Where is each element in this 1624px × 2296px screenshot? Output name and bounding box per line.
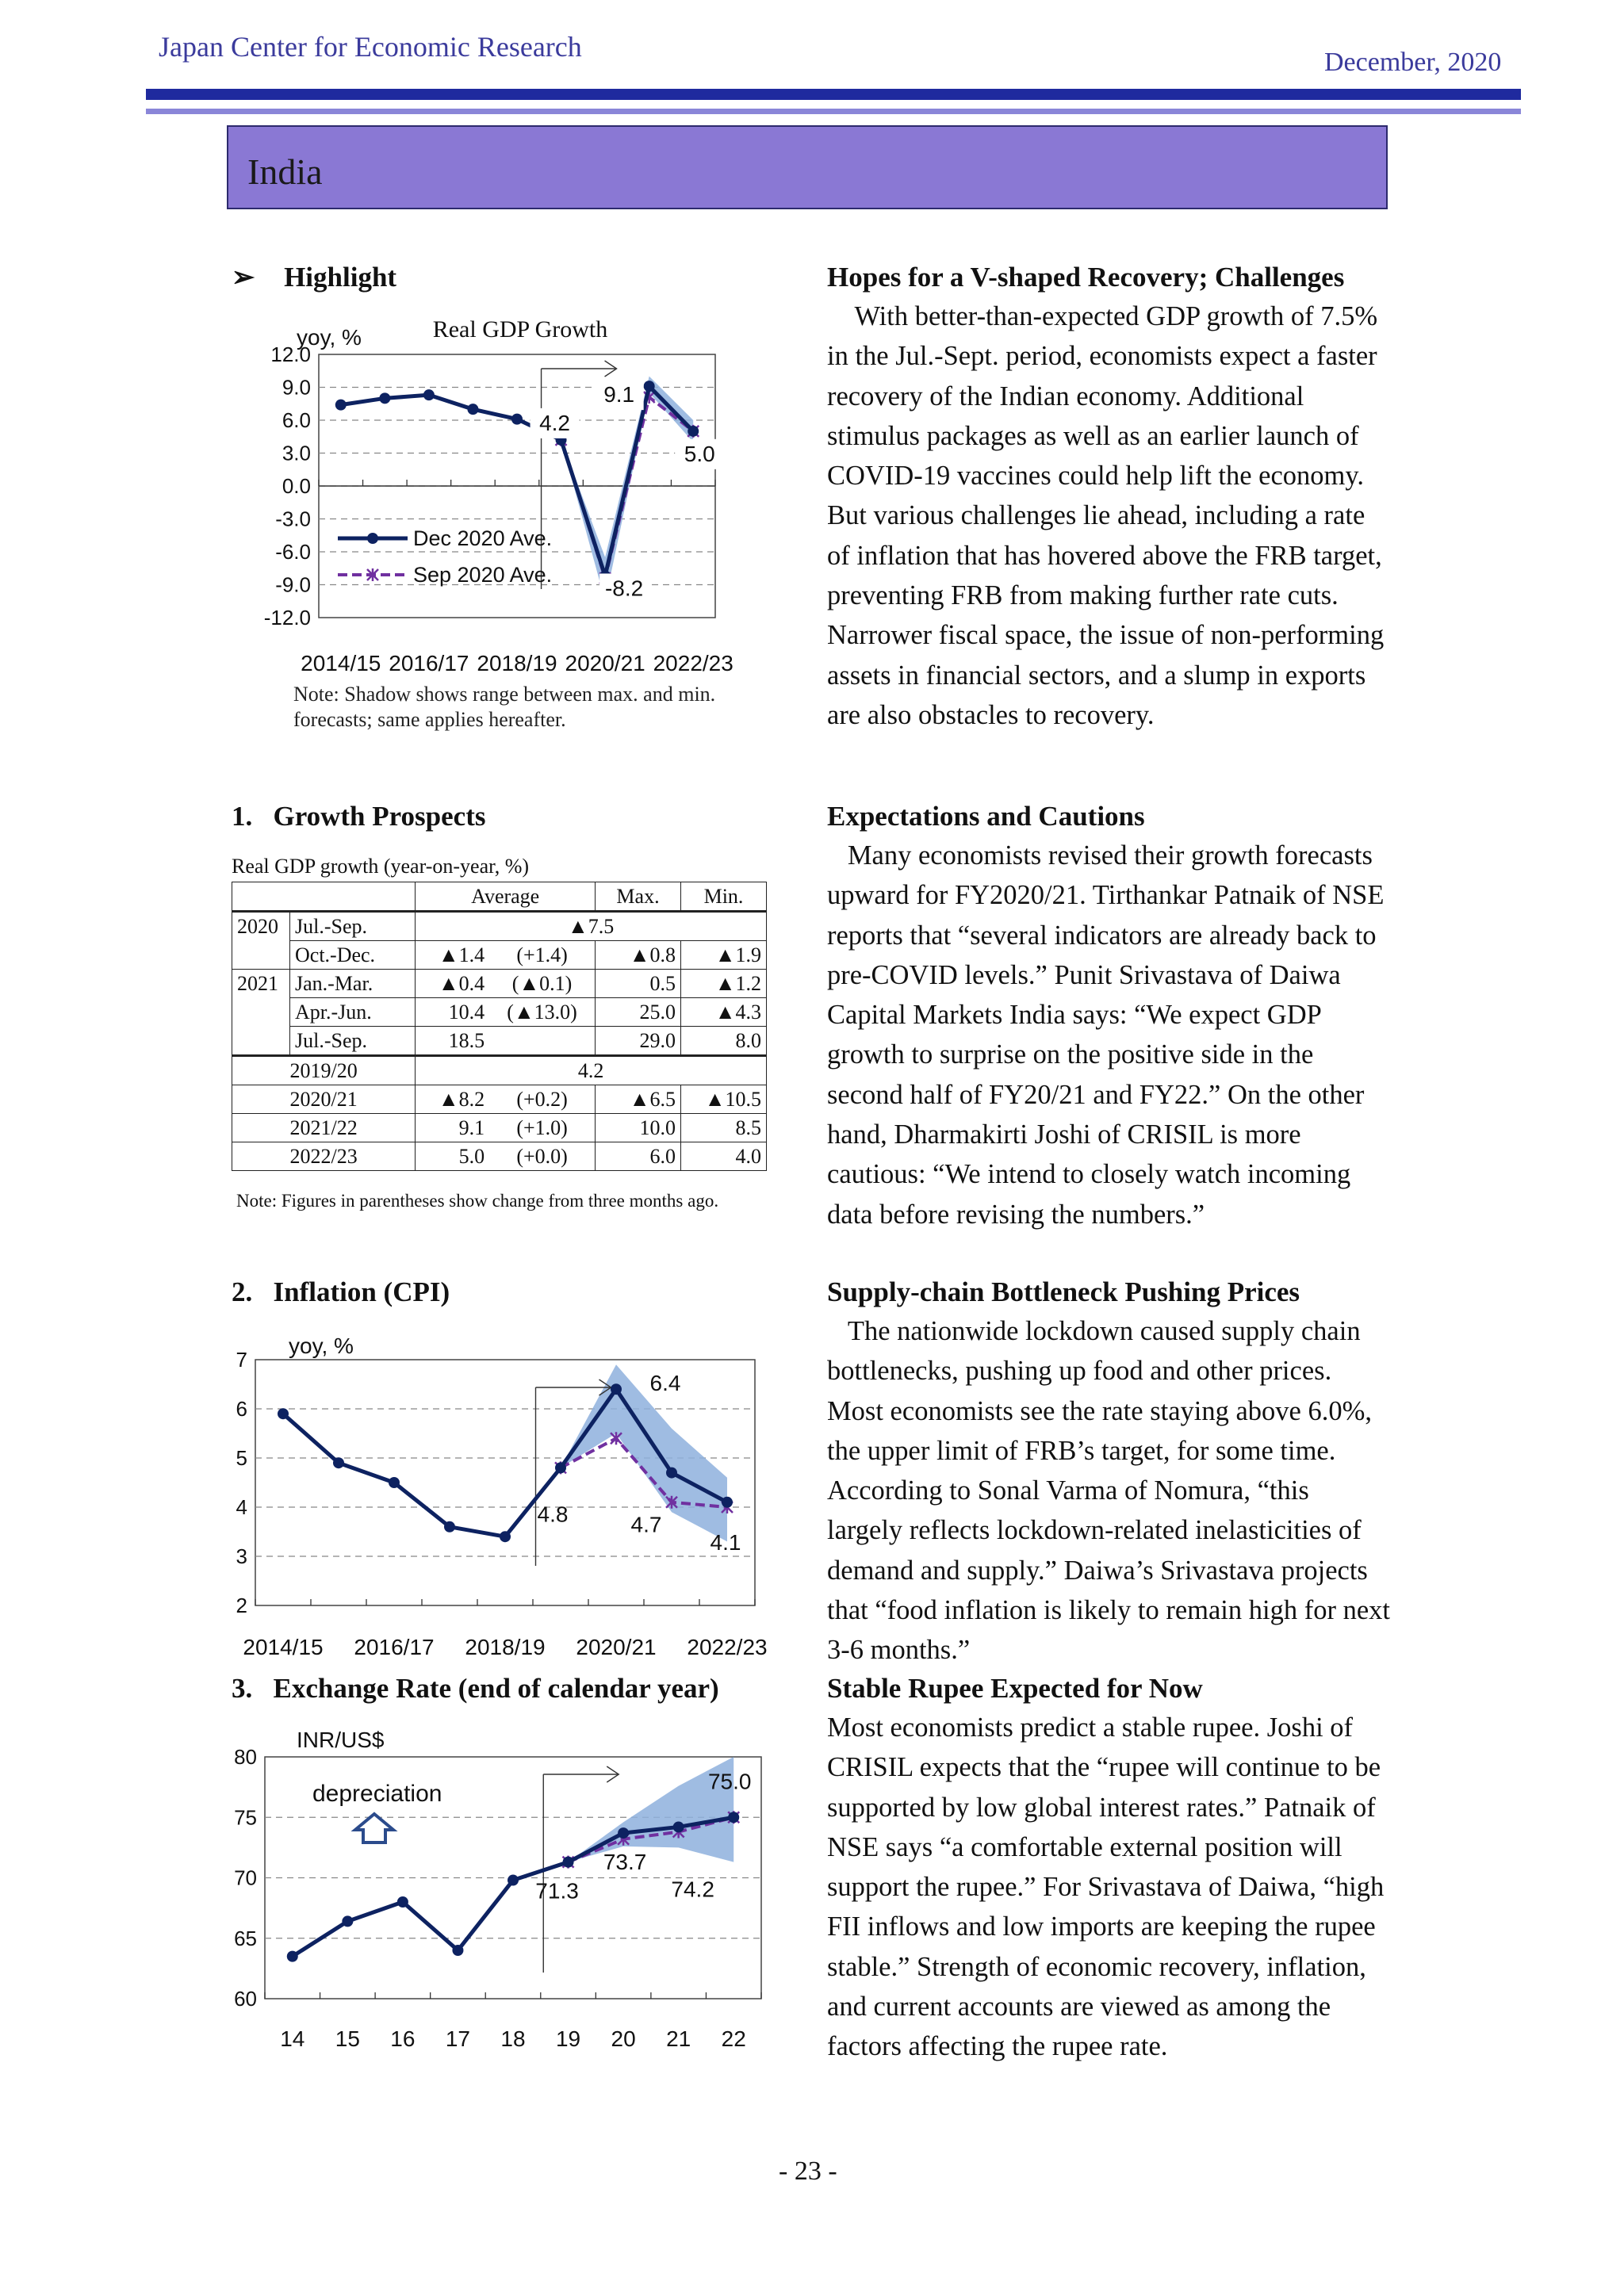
series-marker-dec-2020 (688, 426, 699, 437)
y-axis-label: yoy, % (289, 1334, 354, 1358)
y-tick-label: 3.0 (282, 441, 311, 465)
table-period: 2022/23 (232, 1142, 416, 1171)
gdp-chart (227, 305, 782, 678)
exchange-heading: 3. Exchange Rate (end of calendar year) (232, 1673, 719, 1704)
table-value: 6.0 (596, 1142, 681, 1171)
y-tick-label: 70 (234, 1866, 257, 1890)
x-tick-label: 2018/19 (465, 1635, 546, 1659)
table-value: ▲10.5 (681, 1085, 767, 1114)
table-year (232, 941, 290, 970)
data-label: 73.7 (603, 1850, 647, 1875)
x-tick-label: 14 (280, 2026, 305, 2051)
table-value: 18.5 (416, 1027, 489, 1056)
x-tick-label: 21 (666, 2026, 691, 2051)
series-marker-dec-2020 (500, 1531, 511, 1542)
table-period: 2019/20 (232, 1056, 416, 1085)
data-label: 4.2 (539, 410, 571, 435)
series-marker-dec-2020 (728, 1812, 739, 1823)
y-tick-label: 7 (236, 1348, 247, 1372)
table-change: (▲0.1) (489, 970, 595, 998)
section-heading-expectations: Expectations and Cautions (827, 801, 1145, 832)
series-marker-dec-2020 (335, 400, 347, 411)
inflation-heading: 2. Inflation (CPI) (232, 1276, 450, 1307)
table-change (489, 1027, 595, 1056)
inflation-chart (227, 1320, 798, 1661)
y-tick-label: 4 (236, 1495, 247, 1519)
highlight-heading (232, 262, 396, 293)
y-tick-label: 6 (236, 1397, 247, 1421)
y-tick-label: 0.0 (282, 474, 311, 498)
x-tick-label: 2014/15 (243, 1635, 324, 1659)
data-label: 4.7 (630, 1512, 662, 1537)
series-marker-dec-2020 (673, 1821, 684, 1832)
series-marker-dec-2020 (444, 1521, 455, 1533)
highlight-heading-text: Highlight (284, 262, 397, 293)
table-corner (232, 882, 416, 912)
y-tick-label: 80 (234, 1745, 257, 1769)
table-value: ▲6.5 (596, 1085, 681, 1114)
org-name: Japan Center for Economic Research (159, 31, 582, 63)
y-tick-label: 9.0 (282, 375, 311, 400)
x-tick-label: 19 (555, 2026, 581, 2051)
table-value: ▲4.3 (681, 998, 767, 1027)
table-value: ▲7.5 (416, 912, 767, 941)
legend-marker-dec-2020 (367, 533, 378, 544)
table-value: 25.0 (596, 998, 681, 1027)
section-heading-rupee: Stable Rupee Expected for Now (827, 1673, 1203, 1704)
table-value: 4.0 (681, 1142, 767, 1171)
table-value: 9.1 (416, 1114, 489, 1142)
series-marker-dec-2020 (379, 392, 390, 404)
chart-title: Real GDP Growth (432, 316, 608, 342)
x-tick-label: 22 (721, 2026, 746, 2051)
table-value: 10.4 (416, 998, 489, 1027)
table-year (232, 1027, 290, 1056)
highlight-note: Note: Shadow shows range between max. and min. forecasts; same applies hereafter. (293, 683, 716, 731)
series-marker-dec-2020 (389, 1477, 400, 1488)
y-axis-label: INR/US$ (297, 1728, 385, 1752)
table-value: ▲0.4 (416, 970, 489, 998)
x-tick-label: 2020/21 (565, 651, 645, 675)
data-label: -8.2 (604, 576, 644, 601)
y-tick-label: -12.0 (263, 606, 311, 629)
col-max: Max. (596, 882, 681, 912)
y-axis-label: yoy, % (297, 325, 362, 350)
table-value: ▲1.2 (681, 970, 767, 998)
col-min: Min. (681, 882, 767, 912)
country-title: India (247, 151, 323, 192)
x-tick-label: 2014/15 (301, 651, 381, 675)
table-period: 2020/21 (232, 1085, 416, 1114)
table-value: 4.2 (416, 1056, 767, 1085)
table-value: ▲8.2 (416, 1085, 489, 1114)
table-period: 2021/22 (232, 1114, 416, 1142)
table-change: (+0.0) (489, 1142, 595, 1171)
data-label: 71.3 (535, 1878, 579, 1904)
table-period: Jul.-Sep. (290, 912, 416, 941)
series-marker-dec-2020 (611, 1383, 622, 1395)
table-change: (+1.0) (489, 1114, 595, 1142)
table-change: (+0.2) (489, 1085, 595, 1114)
table-year: 2020 (232, 912, 290, 941)
table-value: ▲1.4 (416, 941, 489, 970)
x-tick-label: 2022/23 (653, 651, 733, 675)
x-tick-label: 15 (335, 2026, 360, 2051)
table-change: (▲13.0) (489, 998, 595, 1027)
section-heading-supply: Supply-chain Bottleneck Pushing Prices (827, 1276, 1300, 1307)
series-marker-dec-2020 (452, 1945, 463, 1956)
x-tick-label: 2016/17 (389, 651, 469, 675)
table-value: 10.0 (596, 1114, 681, 1142)
table-caption: Real GDP growth (year-on-year, %) (232, 855, 530, 878)
legend-label: Sep 2020 Ave. (413, 563, 553, 587)
series-marker-dec-2020 (467, 404, 478, 415)
y-tick-label: 2 (236, 1594, 247, 1617)
growth-table (232, 882, 767, 1171)
table-value: 0.5 (596, 970, 681, 998)
table-note: Note: Figures in parentheses show change from three months ago. (236, 1191, 719, 1211)
y-tick-label: 65 (234, 1926, 257, 1950)
y-tick-label: 6.0 (282, 408, 311, 432)
table-value: 8.0 (681, 1027, 767, 1056)
x-tick-label: 18 (500, 2026, 526, 2051)
table-value: ▲1.9 (681, 941, 767, 970)
header-rule-thin (146, 109, 1521, 114)
series-marker-dec-2020 (511, 414, 523, 425)
series-marker-dec-2020 (333, 1457, 344, 1468)
table-period: Jul.-Sep. (290, 1027, 416, 1056)
x-tick-label: 16 (390, 2026, 416, 2051)
series-marker-dec-2020 (555, 1462, 566, 1473)
table-value: ▲0.8 (596, 941, 681, 970)
paragraph-supply: The nationwide lockdown caused supply chain bottlenecks, pushing up food and other prices. Most economists see the rate staying above 6.0%, the upper limit of FRB’s target, for some time. According to Sonal Varma of Nomura, “this largely reflects lockdown-related inelasticities of demand and supply.” Daiwa’s Srivastava projects that “food inflation is likely to remain high for next 3-6 months.” (827, 1316, 1390, 1666)
series-marker-dec-2020 (508, 1875, 519, 1886)
series-marker-dec-2020 (563, 1857, 574, 1868)
col-average: Average (416, 882, 596, 912)
series-marker-dec-2020 (644, 381, 655, 392)
series-marker-dec-2020 (397, 1896, 408, 1908)
series-marker-dec-2020 (287, 1951, 298, 1962)
data-label: 75.0 (707, 1769, 752, 1794)
y-tick-label: -6.0 (275, 540, 311, 564)
x-tick-label: 2020/21 (576, 1635, 657, 1659)
data-label: 4.8 (537, 1502, 569, 1527)
y-tick-label: -9.0 (275, 572, 311, 597)
data-label: 9.1 (603, 382, 635, 408)
y-tick-label: 5 (236, 1446, 247, 1470)
x-tick-label: 2022/23 (687, 1635, 768, 1659)
x-tick-label: 17 (445, 2026, 471, 2051)
x-tick-label: 2018/19 (477, 651, 557, 675)
table-period: Jan.-Mar. (290, 970, 416, 998)
paragraph-expectations: Many economists revised their growth forecasts upward for FY2020/21. Tirthankar Patnaik of NSE reports that “several indicators are already back to pre-COVID levels.” Punit Srivastava of Daiwa Capital Markets India says: “We expect GDP growth to surprise on the positive side in the second half of FY20/21 and FY22.” On the other hand, Dharmakirti Joshi of CRISIL is more cautious: “We intend to closely watch incoming data before revising the numbers.” (827, 840, 1385, 1230)
section-heading-recovery: Hopes for a V-shaped Recovery; Challenges (827, 262, 1345, 293)
y-tick-label: 12.0 (270, 342, 311, 366)
series-marker-dec-2020 (423, 389, 435, 400)
table-change: (+1.4) (489, 941, 595, 970)
table-value: 5.0 (416, 1142, 489, 1171)
data-label: 6.4 (649, 1371, 681, 1396)
data-label: 4.1 (710, 1529, 741, 1555)
growth-heading: 1. Growth Prospects (232, 801, 486, 832)
table-period: Apr.-Jun. (290, 998, 416, 1027)
depreciation-label: depreciation (312, 1781, 442, 1807)
paragraph-rupee: Most economists predict a stable rupee. Joshi of CRISIL expects that the “rupee will continue to be supported by low global interest rates.” Patnaik of NSE says “a comfortable external position will support the rupee.” For Srivastava of Daiwa, “high FII inflows and low imports are keeping the rupee stable.” Strength of economic recovery, inflation, and current accounts are viewed as among the factors affecting the rupee rate. (827, 1712, 1385, 2062)
table-year: 2021 (232, 970, 290, 998)
series-marker-dec-2020 (722, 1497, 733, 1508)
y-tick-label: 75 (234, 1805, 257, 1830)
country-title-bar (227, 125, 1388, 209)
paragraph-recovery: With better-than-expected GDP growth of 7.5% in the Jul.-Sept. period, economists expect a faster recovery of the Indian economy. Additional stimulus packages as well as an earlier launch of COVID-19 vaccines could help lift the economy. But various challenges lie ahead, including a rate of inflation that has hovered above the FRB target, preventing FRB from making further rate cuts. Narrower fiscal space, the issue of non-performing assets in financial sectors, and a slump in exports are also obstacles to recovery. (827, 301, 1385, 730)
series-marker-dec-2020 (666, 1468, 677, 1479)
y-tick-label: 60 (234, 1987, 257, 2011)
series-marker-dec-2020 (618, 1827, 629, 1839)
table-value: 8.5 (681, 1114, 767, 1142)
table-period: Oct.-Dec. (290, 941, 416, 970)
data-label: 74.2 (671, 1877, 714, 1902)
table-year (232, 998, 290, 1027)
table-value: 29.0 (596, 1027, 681, 1056)
bullet-arrow-icon: ➢ (232, 262, 255, 293)
series-marker-dec-2020 (278, 1408, 289, 1419)
y-tick-label: -3.0 (275, 507, 311, 531)
x-tick-label: 20 (611, 2026, 636, 2051)
data-label: 5.0 (684, 441, 715, 466)
page-number: - 23 - (779, 2156, 837, 2186)
y-tick-label: 3 (236, 1544, 247, 1568)
exchange-chart (227, 1719, 782, 2060)
report-date: December, 2020 (1324, 48, 1502, 77)
legend-label: Dec 2020 Ave. (413, 526, 553, 550)
x-tick-label: 2016/17 (354, 1635, 435, 1659)
series-marker-dec-2020 (342, 1915, 353, 1927)
header-rule-thick (146, 89, 1521, 100)
